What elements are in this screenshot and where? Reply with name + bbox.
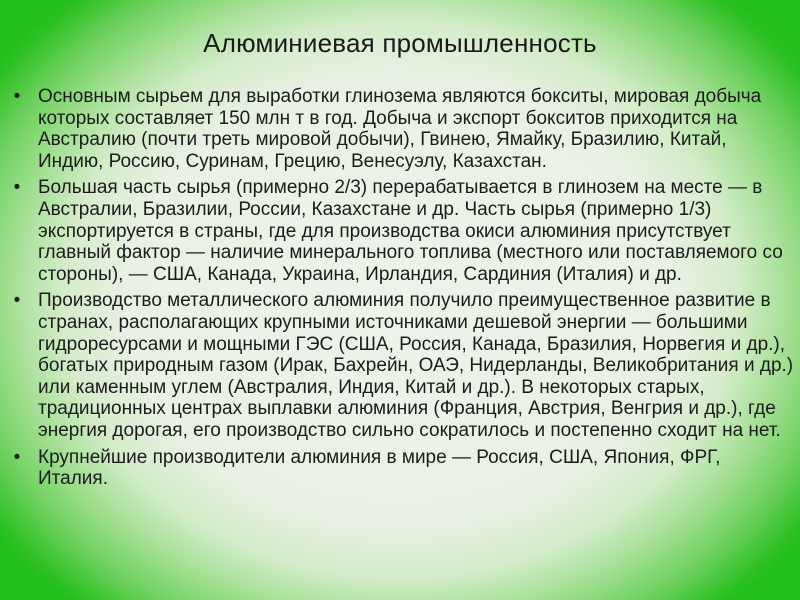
bullet-icon: •: [13, 446, 21, 468]
bullet-text: Крупнейшие производители алюминия в мире — Россия, США, Япония, ФРГ, Италия.: [38, 446, 721, 490]
bullet-icon: •: [13, 86, 21, 107]
bullet-icon: •: [13, 290, 21, 312]
bullet-item: [10, 447, 795, 490]
slide-title: Алюминиевая промышленность: [203, 28, 597, 58]
bullet-icon: •: [13, 177, 21, 199]
bullet-text: Большая часть сырья (примерно 2/3) перерабатывается в глинозем на месте — в Австралии, Бразилии, России, Казахстане и др. Часть сырья (примерно 1/3) экспортируется в страны, где для производства окиси алюминия присутствует главный фактор — наличие минерального топлива (местного или поставляемого со стороны), — США, Канада, Украина, Ирландия, Сардиния (Италия) и др.: [38, 177, 783, 285]
bullet-item: [10, 177, 795, 285]
bullet-text: Производство металлического алюминия получило преимущественное развитие в странах, располагающих крупными источниками дешевой энергии — большими гидроресурсами и мощными ГЭС (США, Россия, Канада, Бразилия, Норвегия и др.), богатых природным газом (Ирак, Бахрейн, ОАЭ, Нидерланды, Великобритания и др.) или каменным углем (Австралия, Индия, Китай и др.). В некоторых старых, традиционных центрах выплавки алюминия (Франция, Австрия, Венгрия и др.), где энергия дорогая, его производство сильно сократилось и постепенно сходит на нет.: [38, 290, 794, 441]
bullet-list: [10, 86, 795, 495]
bullet-text: Основным сырьем для выработки глинозема являются бокситы, мировая добыча которых составляет 150 млн т в год. Добыча и экспорт бокситов приходится на Австралию (почти треть мировой добычи), Гвинею, Ямайку, Бразилию, Китай, Индию, Россию, Суринам, Грецию, Венесуэлу, Казахстан.: [38, 86, 762, 172]
bullet-item: [10, 290, 795, 441]
bullet-item: [10, 86, 795, 172]
